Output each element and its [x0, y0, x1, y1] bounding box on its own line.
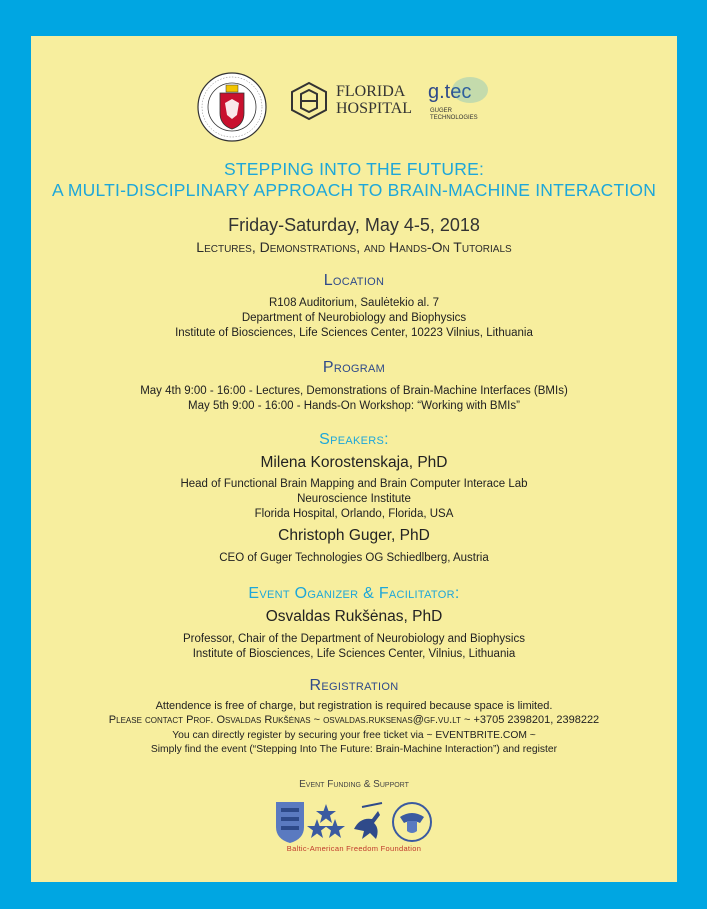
program-line: May 5th 9:00 - 16:00 - Hands-On Workshop: “Working with BMIs” [188, 400, 520, 413]
gtec-bubble [452, 77, 488, 103]
estonia-lions-emblem [276, 802, 304, 843]
event-title [31, 159, 677, 201]
location-line: Institute of Biosciences, Life Sciences Center, 10223 Vilnius, Lithuania [175, 327, 533, 340]
registration-line: Simply find the event (“Stepping Into The Future: Brain-Machine Interaction”) and register [150, 744, 558, 755]
florida-hospital-line2: HOSPITAL [336, 100, 413, 117]
organizer-heading: Event Oganizer & Facilitator: [248, 585, 460, 602]
logo-row [31, 71, 677, 131]
speaker-detail-line: Head of Functional Brain Mapping and Brain Computer Interace Lab [180, 478, 528, 490]
florida-hospital-line1: FLORIDA [336, 83, 406, 100]
registration-heading: Registration [309, 677, 399, 694]
speaker-details [31, 477, 677, 523]
speaker-details [31, 551, 677, 566]
registration-line: Attendence is free of charge, but registration is required because space is limited. [155, 700, 553, 712]
speaker-name: Christoph Guger, PhD [278, 527, 430, 544]
gtec-logo [426, 81, 496, 131]
usa-eagle-seal [393, 803, 431, 841]
vilnius-university-seal [196, 71, 268, 143]
gtec-sub1: GUGER [430, 108, 453, 114]
event-poster [31, 36, 677, 882]
organizer-detail-line: Institute of Biosciences, Life Sciences Center, Vilnius, Lithuania [192, 648, 516, 661]
speaker-detail-line: Neuroscience Institute [297, 493, 411, 506]
organizer-name: Osvaldas Rukšėnas, PhD [265, 608, 443, 625]
organizer-detail-line: Professor, Chair of the Department of Neurobiology and Biophysics [183, 633, 525, 645]
location-heading: Location [323, 272, 385, 289]
gtec-name: g.tec [428, 81, 472, 103]
location-line: R108 Auditorium, Saulėtekio al. 7 [268, 297, 440, 309]
location-line: Department of Neurobiology and Biophysics [241, 312, 467, 325]
registration-contact: Please contact Prof. Osvaldas Rukšėnas ~ osvaldas.ruksenas@gf.vu.lt ~ +3705 2398201, 2398222 [108, 714, 600, 726]
registration-line: You can directly register by securing your free ticket via ~ EVENTBRITE.COM ~ [172, 730, 536, 741]
florida-hospital-logo [289, 79, 419, 125]
location-details [31, 296, 677, 342]
funding-heading: Event Funding & Support [299, 779, 409, 790]
organizer-details [31, 632, 677, 662]
event-title-line1: STEPPING INTO THE FUTURE: [223, 159, 485, 179]
lithuania-knight-emblem [354, 803, 382, 839]
gtec-sub2: TECHNOLOGIES [430, 115, 478, 121]
speaker-detail-line: CEO of Guger Technologies OG Schiedlberg, Austria [219, 552, 489, 564]
program-heading: Program [322, 359, 386, 376]
event-subtitle: Lectures, Demonstrations, and Hands-On Tutorials [196, 239, 512, 255]
latvia-stars-emblem [307, 804, 345, 838]
speaker-detail-line: Florida Hospital, Orlando, Florida, USA [254, 508, 454, 521]
foundation-name: Baltic-American Freedom Foundation [286, 844, 422, 853]
funding-emblems [31, 799, 677, 845]
speakers-heading: Speakers: [319, 431, 389, 448]
funding-emblem-row [274, 799, 434, 845]
speaker-name: Milena Korostenskaja, PhD [260, 454, 448, 471]
program-line: May 4th 9:00 - 16:00 - Lectures, Demonstrations of Brain-Machine Interfaces (BMIs) [140, 385, 568, 397]
program-details [31, 384, 677, 414]
event-title-line2: A MULTI-DISCIPLINARY APPROACH TO BRAIN-MACHINE INTERACTION [51, 180, 657, 200]
event-date: Friday-Saturday, May 4-5, 2018 [228, 215, 480, 235]
